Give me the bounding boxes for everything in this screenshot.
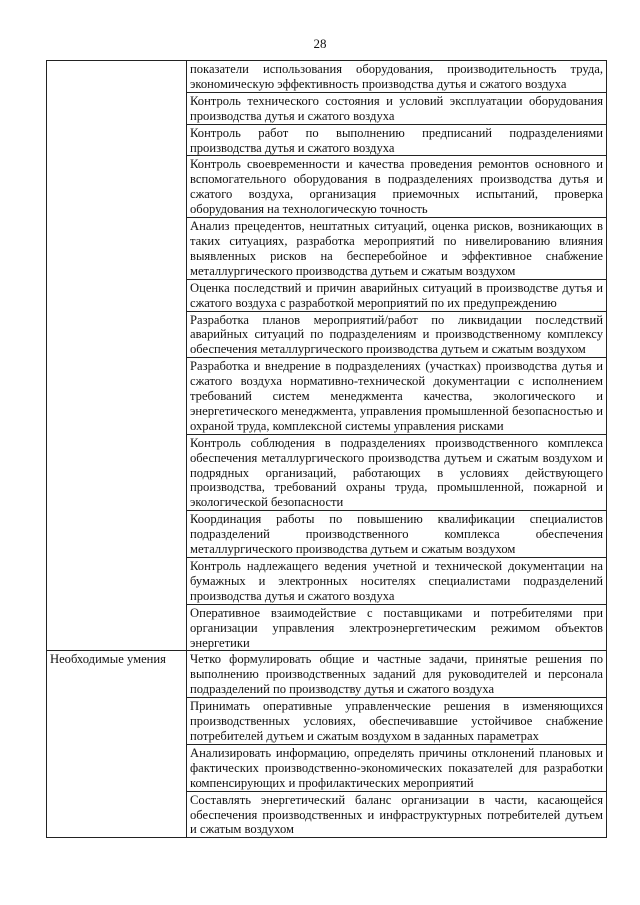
row-item-text: Контроль работ по выполнению предписаний подразделениями производства дутья и сжатого воздуха <box>187 124 607 156</box>
table-row <box>47 651 607 698</box>
row-item-text: Разработка и внедрение в подразделениях (участках) производства дутья и сжатого воздуха нормативно-технической документации с исполнением требований систем менеджмента качества, экологического и энергетического менеджмента, управления промышленной безопасностью и охраной труда, комплексной системы управления рисками <box>187 358 607 435</box>
page-number: 28 <box>313 36 327 51</box>
row-item-text: Контроль технического состояния и условий эксплуатации оборудования производства дутья и сжатого воздуха <box>187 92 607 124</box>
row-item-text: Анализировать информацию, определять причины отклонений плановых и фактических производственно-экономических показателей для разработки компенсирующих и профилактических мероприятий <box>187 744 607 791</box>
row-item-text: Четко формулировать общие и частные задачи, принятые решения по выполнению производственных заданий для руководителей и персонала подразделений по производству дутья и сжатого воздуха <box>187 651 607 698</box>
row-item-text: Контроль надлежащего ведения учетной и технической документации на бумажных и электронных носителях специалистами подразделений производства дутья и сжатого воздуха <box>187 558 607 605</box>
row-item-text: Принимать оперативные управленческие решения в изменяющихся производственных условиях, обеспечивавшие устойчивое снабжение потребителей дутьем и сжатым воздухом в заданных параметрах <box>187 698 607 745</box>
row-item-text: Координация работы по повышению квалификации специалистов подразделений производственного комплекса обеспечения металлургического производства дутьем и сжатым воздухом <box>187 511 607 558</box>
row-item-text: Анализ прецедентов, нештатных ситуаций, оценка рисков, возникающих в таких ситуациях, разработка мероприятий по нивелированию влияния выявленных рисков на бесперебойное и эффективное снабжение металлургического производства дутьем и сжатым воздухом <box>187 218 607 280</box>
row-item-text: Контроль соблюдения в подразделениях производственного комплекса обеспечения металлургического производства дутьем и сжатым воздухом и подрядных организаций, работающих в условиях действующего производства, требований охраны труда, промышленной, пожарной и экологической безопасности <box>187 434 607 511</box>
row-group-label <box>47 61 187 651</box>
row-item-text: Оперативное взаимодействие с поставщиками и потребителями при организации управления электроэнергетическим режимом объектов энергетики <box>187 604 607 651</box>
row-item-text: Оценка последствий и причин аварийных ситуаций в производстве дутья и сжатого воздуха с разработкой мероприятий по их предупреждению <box>187 279 607 311</box>
row-group-label: Необходимые умения <box>47 651 187 838</box>
row-item-text: Разработка планов мероприятий/работ по ликвидации последствий аварийных ситуаций по подразделениям и производственному комплексу обеспечения металлургического производства дутьем и сжатым воздухом <box>187 311 607 358</box>
functions-table <box>46 60 607 838</box>
table-body <box>47 61 607 838</box>
table-row <box>47 61 607 93</box>
row-item-text: Контроль своевременности и качества проведения ремонтов основного и вспомогательного оборудования в подразделениях производства дутья и сжатого воздуха, организация приемочных испытаний, проверка оборудования на технологическую точность <box>187 156 607 218</box>
row-item-text: Составлять энергетический баланс организации в части, касающейся обеспечения производственных и инфраструктурных потребителей дутьем и сжатым воздухом <box>187 791 607 838</box>
row-item-text: показатели использования оборудования, производительность труда, экономическую эффективность производства дутья и сжатого воздуха <box>187 61 607 93</box>
